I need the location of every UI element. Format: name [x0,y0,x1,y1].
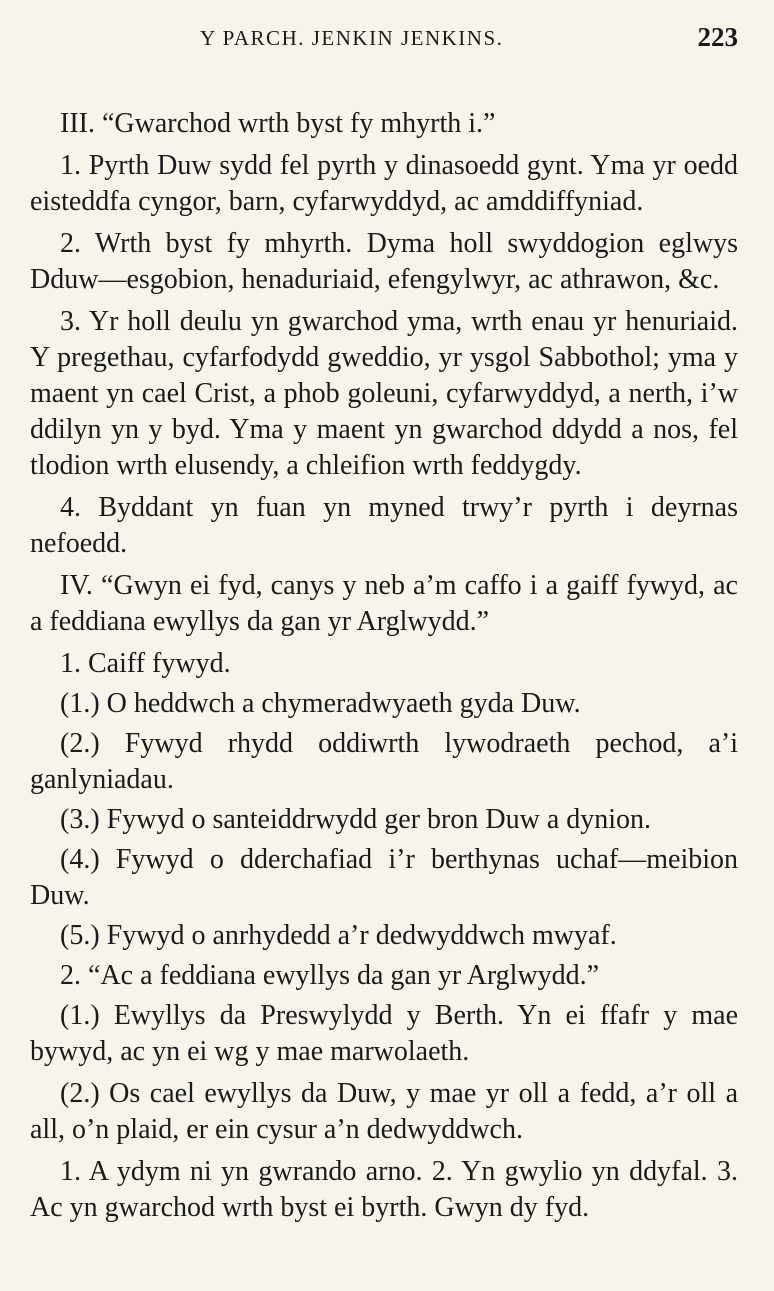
paragraph: (2.) Fywyd rhydd oddiwrth lywodraeth pechod, a’i ganlyniadau. [30,728,738,795]
page-header [30,22,738,62]
paragraph: IV. “Gwyn ei fyd, canys y neb a’m caffo i a gaiff fywyd, ac a feddiana ewyllys da gan yr Arglwydd.” [30,570,738,637]
running-head: Y PARCH. JENKIN JENKINS. [200,26,504,50]
paragraph: (1.) O heddwch a chymeradwyaeth gyda Duw. [60,688,581,719]
page-body [30,106,738,1226]
paragraph: 1. Pyrth Duw sydd fel pyrth y dinasoedd gynt. Yma yr oedd eisteddfa cyngor, barn, cyfarwyddyd, ac amddiffyniad. [30,150,738,217]
paragraph: (3.) Fywyd o santeiddrwydd ger bron Duw a dynion. [60,804,652,835]
paragraph: 1. A ydym ni yn gwrando arno. 2. Yn gwylio yn ddyfal. 3. Ac yn gwarchod wrth byst ei byrth. Gwyn dy fyd. [30,1156,738,1223]
paragraph: 2. “Ac a feddiana ewyllys da gan yr Arglwydd.” [60,960,600,991]
paragraph: (5.) Fywyd o anrhydedd a’r dedwyddwch mwyaf. [60,920,617,951]
paragraph: 1. Caiff fywyd. [60,648,231,679]
paragraph: 4. Byddant yn fuan yn myned trwy’r pyrth i deyrnas nefoedd. [30,492,738,559]
paragraph: 2. Wrth byst fy mhyrth. Dyma holl swyddogion eglwys Dduw—esgobion, henaduriaid, efengylwyr, ac athrawon, &c. [30,228,738,295]
page-number: 223 [697,22,738,52]
paragraph: (2.) Os cael ewyllys da Duw, y mae yr oll a fedd, a’r oll a all, o’n plaid, er ein cysur a’n dedwyddwch. [30,1078,738,1145]
paragraph: III. “Gwarchod wrth byst fy mhyrth i.” [60,108,496,139]
paragraph: 3. Yr holl deulu yn gwarchod yma, wrth enau yr henuriaid. Y pregethau, cyfarfodydd gweddio, yr ysgol Sabbothol; yma y maent yn cael Crist, a phob goleuni, cyfarwyddyd, a nerth, i’w ddilyn yn y byd. Yma y maent yn gwarchod ddydd a nos, fel tlodion wrth elusendy, a chleifion wrth feddygdy. [30,306,738,481]
paragraph: (4.) Fywyd o dderchafiad i’r berthynas uchaf—meibion Duw. [30,844,738,911]
paragraph: (1.) Ewyllys da Preswylydd y Berth. Yn ei ffafr y mae bywyd, ac yn ei wg y mae marwolaeth. [30,1000,738,1067]
